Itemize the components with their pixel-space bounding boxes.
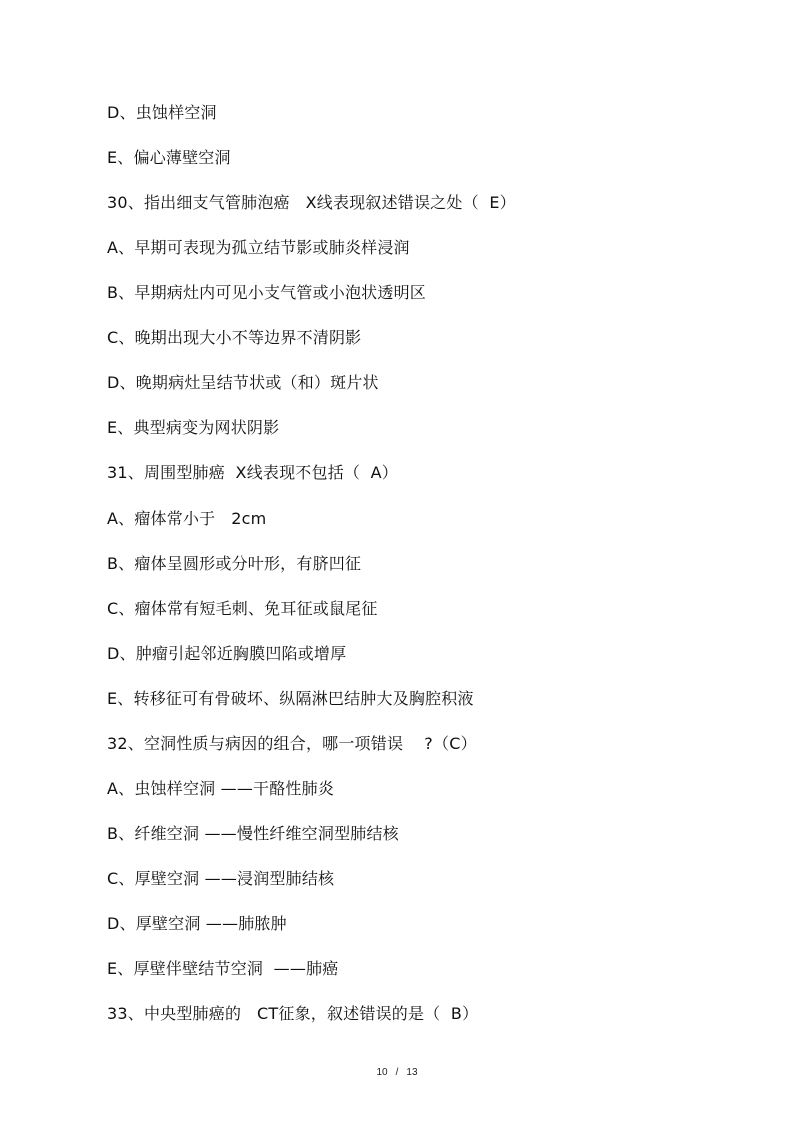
option-line: A、虫蚀样空洞 ——干酪性肺炎 [107,779,335,798]
option-line: B、早期病灶内可见小支气管或小泡状透明区 [107,283,426,302]
current-page-number: 10 [376,1067,388,1078]
option-line: B、瘤体呈圆形或分叶形，有脐凹征 [107,554,362,573]
option-line: E、偏心薄壁空洞 [107,148,231,167]
option-line: D、厚壁空洞 ——肺脓肿 [107,914,287,933]
option-line: C、瘤体常有短毛刺、免耳征或鼠尾征 [107,599,378,618]
question-line: 31、周围型肺癌 X线表现不包括（ A） [107,463,399,482]
option-line: D、肿瘤引起邻近胸膜凹陷或增厚 [107,644,347,663]
page-number-footer [0,1067,794,1079]
option-line: D、晚期病灶呈结节状或（和）斑片状 [107,373,379,392]
option-line: C、晚期出现大小不等边界不清阴影 [107,328,362,347]
question-line: 32、空洞性质与病因的组合，哪一项错误 ?（C） [107,734,477,753]
option-line: E、厚壁伴壁结节空洞 ——肺癌 [107,959,339,978]
option-line: A、早期可表现为孤立结节影或肺炎样浸润 [107,238,410,257]
option-line: E、转移征可有骨破坏、纵隔淋巴结肿大及胸腔积液 [107,689,474,708]
question-line: 30、指出细支气管肺泡癌 X线表现叙述错误之处（ E） [107,193,516,212]
question-line: 33、中央型肺癌的 CT征象，叙述错误的是（ B） [107,1004,479,1023]
option-line: D、虫蚀样空洞 [107,103,217,122]
option-line: A、瘤体常小于 2cm [107,509,267,528]
total-page-count: 13 [406,1067,418,1078]
page-separator: / [395,1067,399,1078]
option-line: B、纤维空洞 ——慢性纤维空洞型肺结核 [107,824,399,843]
option-line: E、典型病变为网状阴影 [107,418,280,437]
option-line: C、厚壁空洞 ——浸润型肺结核 [107,869,335,888]
